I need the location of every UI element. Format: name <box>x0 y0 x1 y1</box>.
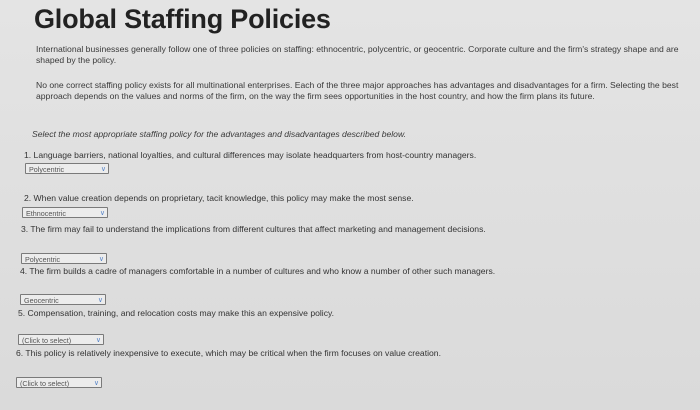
question-1-select[interactable] <box>25 163 109 174</box>
chevron-down-icon: ∨ <box>98 256 104 263</box>
chevron-down-icon: ∨ <box>99 210 105 217</box>
question-6-text: 6. This policy is relatively inexpensive to execute, which may be critical when the firm focuses on value creation. <box>16 348 441 358</box>
question-2-select[interactable] <box>22 207 108 218</box>
question-6-selected-value: (Click to select) <box>20 379 70 388</box>
question-2-selected-value: Ethnocentric <box>26 209 66 218</box>
question-5-text: 5. Compensation, training, and relocation costs may make this an expensive policy. <box>18 308 335 318</box>
question-3-text: 3. The firm may fail to understand the implications from different cultures that affect marketing and management decisions. <box>21 224 486 234</box>
chevron-down-icon: ∨ <box>97 297 103 304</box>
question-4-selected-value: Geocentric <box>24 296 59 305</box>
intro-paragraph: International businesses generally follow one of three policies on staffing: ethnocentric, polycentric, or geocentric. Corporate culture and the firm's strategy shape and are shaped by the policy. <box>36 44 679 65</box>
question-4-text: 4. The firm builds a cadre of managers comfortable in a number of cultures and who know a number of other such managers. <box>20 266 496 276</box>
chevron-down-icon: ∨ <box>93 380 99 387</box>
question-6-select[interactable] <box>16 377 102 388</box>
question-3-select[interactable] <box>21 253 107 264</box>
question-1-selected-value: Polycentric <box>29 165 65 174</box>
question-5-select[interactable] <box>18 334 104 345</box>
question-1-text: 1. Language barriers, national loyalties, and cultural differences may isolate headquarters from host-country managers. <box>24 150 477 160</box>
question-2-text: 2. When value creation depends on proprietary, tacit knowledge, this policy may make the most sense. <box>24 193 414 203</box>
question-5-selected-value: (Click to select) <box>22 336 72 345</box>
page-title: Global Staffing Policies <box>34 4 331 34</box>
question-3-selected-value: Polycentric <box>25 255 61 264</box>
chevron-down-icon: ∨ <box>95 337 101 344</box>
chevron-down-icon: ∨ <box>100 166 106 173</box>
instruction-text: Select the most appropriate staffing policy for the advantages and disadvantages described below. <box>32 129 407 139</box>
question-4-select[interactable] <box>20 294 106 305</box>
body-paragraph: No one correct staffing policy exists for all multinational enterprises. Each of the three major approaches has advantages and disadvantages for a firm. Selecting the best approach depends on the values and norms of the firm, on the way the firm sees opportunities in the host country, and how the firm plans its future. <box>36 80 679 101</box>
